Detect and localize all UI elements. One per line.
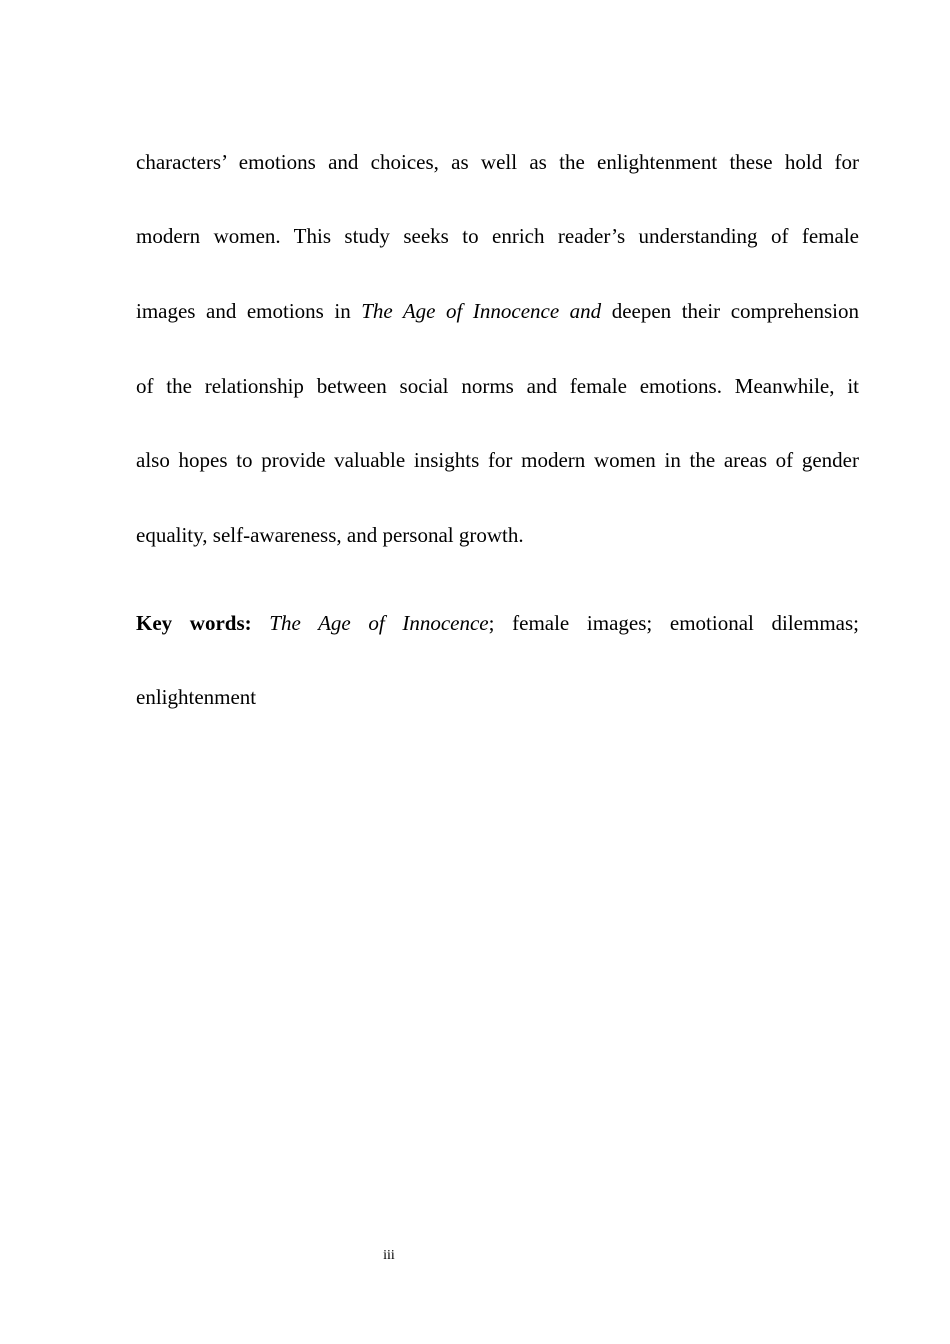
book-title-italic: The Age of Innocence and [361, 299, 602, 323]
keyword-book-title: The Age of Innocence [269, 611, 489, 635]
abstract-line: modern women. This study seeks to enrich reader’s understanding of female [136, 224, 859, 248]
abstract-line: of the relationship between social norms and female emotions. Meanwhile, it [136, 374, 859, 398]
keywords-line-end: enlightenment [136, 685, 257, 709]
keywords-label: Key words: [136, 611, 252, 635]
keywords-line [136, 609, 859, 637]
abstract-line: equality, self-awareness, and personal growth. [136, 523, 524, 547]
abstract-text: images and emotions in [136, 299, 362, 323]
abstract-text: deepen their comprehension [601, 299, 859, 323]
abstract-line [136, 297, 859, 325]
page-number: iii [383, 1248, 395, 1263]
abstract-line: characters’ emotions and choices, as well as the enlightenment these hold for [136, 150, 859, 174]
abstract-line: also hopes to provide valuable insights for modern women in the areas of gender [136, 448, 859, 472]
keywords-list: ; female images; emotional dilemmas; [488, 611, 859, 635]
